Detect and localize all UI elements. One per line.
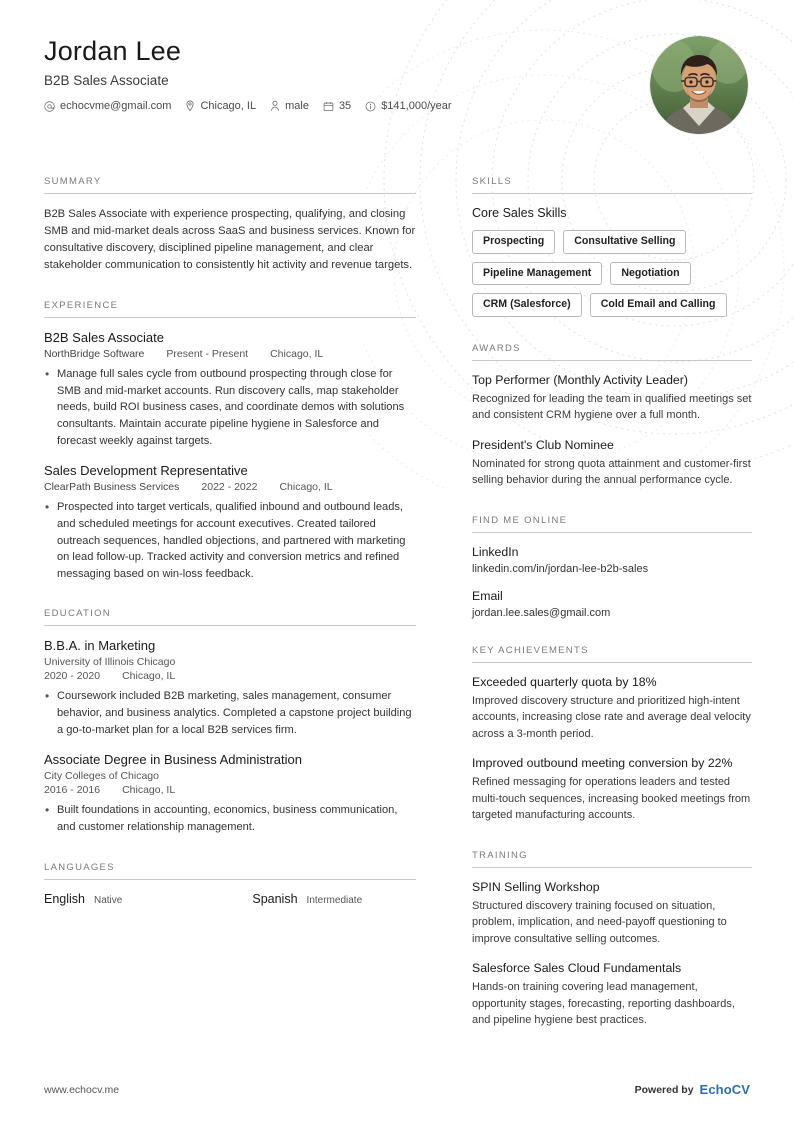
section-title-skills: SKILLS xyxy=(472,176,752,194)
education-dates: 2020 - 2020 xyxy=(44,670,101,683)
education-school: University of Illinois Chicago xyxy=(44,656,176,669)
contact-row xyxy=(44,100,452,112)
powered-by xyxy=(635,1082,750,1097)
contact-email-text: echocvme@gmail.com xyxy=(60,100,172,112)
page-title: Jordan Lee xyxy=(44,36,182,66)
section-title-languages: LANGUAGES xyxy=(44,862,416,880)
skill-chip: Prospecting xyxy=(472,230,555,254)
achievement-description: Improved discovery structure and prioritized high-intent accounts, increasing close rate and average deal velocity across a 3-month period. xyxy=(472,694,751,740)
section-title-experience: EXPERIENCE xyxy=(44,300,416,318)
avatar xyxy=(650,36,748,134)
online-item xyxy=(472,589,752,619)
language-level: Intermediate xyxy=(306,894,363,906)
education-school: City Colleges of Chicago xyxy=(44,770,159,783)
award-name: President's Club Nominee xyxy=(472,437,614,452)
contact-age-text: 35 xyxy=(338,100,352,112)
page-footer xyxy=(44,1082,750,1097)
section-experience xyxy=(44,300,416,582)
section-find-me-online xyxy=(472,515,752,619)
section-title-achievements: KEY ACHIEVEMENTS xyxy=(472,645,752,663)
education-entry xyxy=(44,638,416,738)
language-item xyxy=(44,892,122,906)
section-key-achievements xyxy=(472,645,752,824)
experience-entry xyxy=(44,463,416,582)
award-name: Top Performer (Monthly Activity Leader) xyxy=(472,372,688,387)
contact-location xyxy=(185,100,256,112)
person-icon xyxy=(270,100,280,112)
training-item xyxy=(472,880,752,948)
section-title-training: TRAINING xyxy=(472,850,752,868)
experience-role: Sales Development Representative xyxy=(44,463,248,479)
section-summary xyxy=(44,176,416,274)
education-degree: Associate Degree in Business Administration xyxy=(44,752,302,768)
skills-group-title: Core Sales Skills xyxy=(472,206,567,220)
footer-website[interactable]: www.echocv.me xyxy=(44,1083,120,1096)
award-description: Recognized for leading the team in qualified meetings set and consistent CRM hygiene over a full month. xyxy=(472,392,752,422)
right-column xyxy=(472,176,752,1055)
award-item xyxy=(472,373,752,424)
experience-role: B2B Sales Associate xyxy=(44,330,164,346)
header-text-block xyxy=(44,36,452,112)
online-link[interactable]: jordan.lee.sales@gmail.com xyxy=(472,606,611,619)
section-title-awards: AWARDS xyxy=(472,343,752,361)
email-icon xyxy=(44,101,55,112)
list-item: • Built foundations in accounting, economics, business communication, and customer relationship management. xyxy=(44,802,416,835)
contact-salary-text: $141,000/year xyxy=(381,100,452,112)
award-item xyxy=(472,438,752,489)
language-level: Native xyxy=(94,894,123,906)
job-title: B2B Sales Associate xyxy=(44,73,169,88)
achievement-name: Exceeded quarterly quota by 18% xyxy=(472,674,657,689)
experience-bullets xyxy=(44,499,416,582)
contact-location-text: Chicago, IL xyxy=(200,100,257,112)
online-item xyxy=(472,545,752,575)
list-item: • Coursework included B2B marketing, sales management, consumer behavior, and business analytics. Completed a capstone project building a go-to-market plan for a local B2B services firm. xyxy=(44,688,416,738)
languages-list xyxy=(44,892,416,906)
section-training xyxy=(472,850,752,1029)
contact-salary xyxy=(365,100,451,112)
skill-chip: CRM (Salesforce) xyxy=(472,293,582,317)
list-item: • Prospected into target verticals, qualified inbound and outbound leads, and scheduled meetings for account executives. Created tailored outreach sequences, handled objections, and partnered with marketing on lead follow-up. Tracked activity and conversion metrics and refined messaging based on win-loss feedback. xyxy=(44,499,416,582)
training-item xyxy=(472,961,752,1029)
education-degree: B.B.A. in Marketing xyxy=(44,638,156,654)
left-column xyxy=(44,176,416,1055)
education-meta xyxy=(44,670,416,682)
experience-location: Chicago, IL xyxy=(279,481,333,494)
info-icon xyxy=(365,101,376,112)
achievement-name: Improved outbound meeting conversion by 22% xyxy=(472,756,733,771)
achievement-item xyxy=(472,675,752,743)
training-name: SPIN Selling Workshop xyxy=(472,879,600,894)
training-description: Structured discovery training focused on situation, problem, implication, and need-payoff questioning to improve consultative selling outcomes. xyxy=(472,899,727,945)
location-pin-icon xyxy=(185,100,195,112)
powered-by-label: Powered by xyxy=(634,1083,694,1096)
education-bullets xyxy=(44,802,416,835)
resume-body xyxy=(44,176,750,1055)
skill-chip: Cold Email and Calling xyxy=(590,293,727,317)
contact-age xyxy=(323,100,351,112)
contact-gender xyxy=(270,100,309,112)
section-languages xyxy=(44,862,416,906)
resume-header xyxy=(44,36,750,134)
list-item: • Manage full sales cycle from outbound prospecting through close for SMB and mid-market accounts. Run discovery calls, map stakeholder needs, build ROI business cases, and coordinate demos with solutions consultants. Maintain accurate pipeline hygiene in Salesforce and forecast weekly against targets. xyxy=(44,366,416,449)
experience-dates: 2022 - 2022 xyxy=(201,481,258,494)
experience-meta xyxy=(44,348,416,360)
experience-entry xyxy=(44,330,416,449)
skill-chip: Negotiation xyxy=(610,262,690,286)
section-title-education: EDUCATION xyxy=(44,608,416,626)
education-entry xyxy=(44,752,416,835)
online-link[interactable]: linkedin.com/in/jordan-lee-b2b-sales xyxy=(472,562,649,575)
skills-chip-list xyxy=(472,230,752,317)
contact-gender-text: male xyxy=(285,100,309,112)
section-education xyxy=(44,608,416,835)
skill-chip: Pipeline Management xyxy=(472,262,602,286)
brand-logo[interactable]: EchoCV xyxy=(699,1082,750,1097)
education-meta xyxy=(44,784,416,796)
skill-chip: Consultative Selling xyxy=(563,230,686,254)
experience-org: ClearPath Business Services xyxy=(44,481,180,494)
achievement-item xyxy=(472,756,752,824)
experience-org: NorthBridge Software xyxy=(44,348,145,361)
achievement-description: Refined messaging for operations leaders and tested multi-touch sequences, increasing booked meetings from targeted manufacturing accounts. xyxy=(472,776,751,822)
online-label: LinkedIn xyxy=(472,544,519,559)
online-label: Email xyxy=(472,588,503,603)
training-name: Salesforce Sales Cloud Fundamentals xyxy=(472,961,682,976)
experience-location: Chicago, IL xyxy=(270,348,324,361)
experience-meta xyxy=(44,481,416,493)
section-awards xyxy=(472,343,752,489)
contact-email[interactable] xyxy=(44,100,171,112)
experience-dates: Present - Present xyxy=(166,348,249,361)
experience-bullets xyxy=(44,366,416,449)
summary-text: B2B Sales Associate with experience prospecting, qualifying, and closing SMB and mid-market deals across SaaS and business services. Known for consultative discovery, disciplined pipeline management, and clear stakeholder communication to consistently hit activity and revenue targets. xyxy=(44,208,416,272)
education-dates: 2016 - 2016 xyxy=(44,784,101,797)
education-location: Chicago, IL xyxy=(122,670,176,683)
section-title-summary: SUMMARY xyxy=(44,176,416,194)
section-title-online: FIND ME ONLINE xyxy=(472,515,752,533)
education-location: Chicago, IL xyxy=(122,784,176,797)
section-skills xyxy=(472,176,752,317)
training-description: Hands-on training covering lead management, opportunity stages, forecasting, reporting dashboards, and pipeline hygiene best practices. xyxy=(472,981,735,1027)
language-name: English xyxy=(44,891,85,906)
education-bullets xyxy=(44,688,416,738)
award-description: Nominated for strong quota attainment and customer-first selling behavior during the annual performance cycle. xyxy=(472,457,751,487)
calendar-icon xyxy=(323,101,334,112)
language-item xyxy=(252,892,362,906)
language-name: Spanish xyxy=(252,891,298,906)
